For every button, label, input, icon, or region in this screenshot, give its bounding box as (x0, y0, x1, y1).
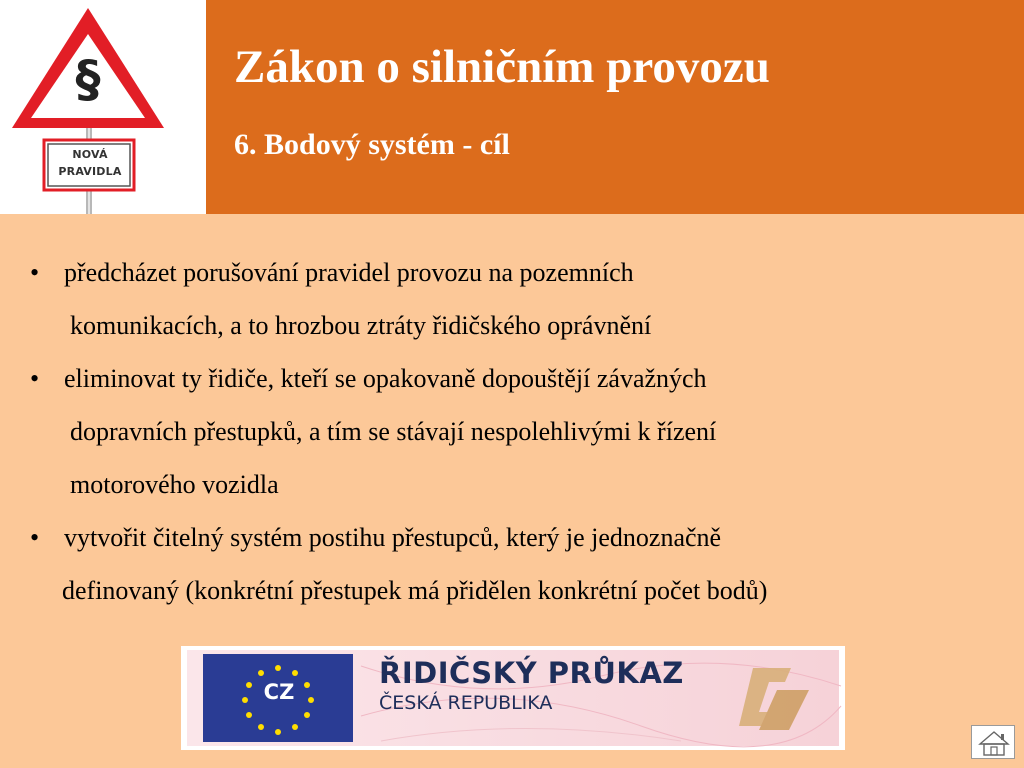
bullet-dot: • (30, 258, 40, 287)
bullet-text: motorového vozidla (70, 470, 279, 499)
bullet-text: komunikacích, a to hrozbou ztráty řidičského oprávnění (70, 311, 652, 340)
country-code: CZ (263, 680, 295, 704)
bullet-item (30, 246, 1010, 352)
license-title: ŘIDIČSKÝ PRŮKAZ (379, 656, 684, 690)
bullet-dot: • (30, 523, 40, 552)
bullet-list (30, 246, 1010, 617)
paragraph-symbol: § (75, 50, 101, 108)
driving-license-image (181, 646, 845, 750)
home-button[interactable] (971, 725, 1015, 759)
bullet-item (30, 352, 1010, 511)
license-subtitle: ČESKÁ REPUBLIKA (379, 692, 553, 714)
bullet-dot: • (30, 364, 40, 393)
slide-title: Zákon o silničním provozu (234, 41, 770, 93)
sign-plate-line2: PRAVIDLA (58, 165, 122, 178)
bullet-item (30, 511, 1010, 617)
bullet-text: definovaný (konkrétní přestupek má přidělen konkrétní počet bodů) (62, 576, 768, 605)
traffic-sign-panel (0, 0, 206, 214)
bullet-text: dopravních přestupků, a tím se stávají nespolehlivými k řízení (70, 417, 717, 446)
home-icon (972, 726, 1016, 760)
sign-plate-line1: NOVÁ (72, 148, 108, 161)
slide-subtitle: 6. Bodový systém - cíl (234, 128, 510, 161)
bullet-text: vytvořit čitelný systém postihu přestupců, který je jednoznačně (64, 523, 722, 552)
header-bar (0, 0, 1024, 214)
bullet-text: eliminovat ty řidiče, kteří se opakovaně dopouštějí závažných (64, 364, 707, 393)
bullet-text: předcházet porušování pravidel provozu na pozemních (64, 258, 634, 287)
